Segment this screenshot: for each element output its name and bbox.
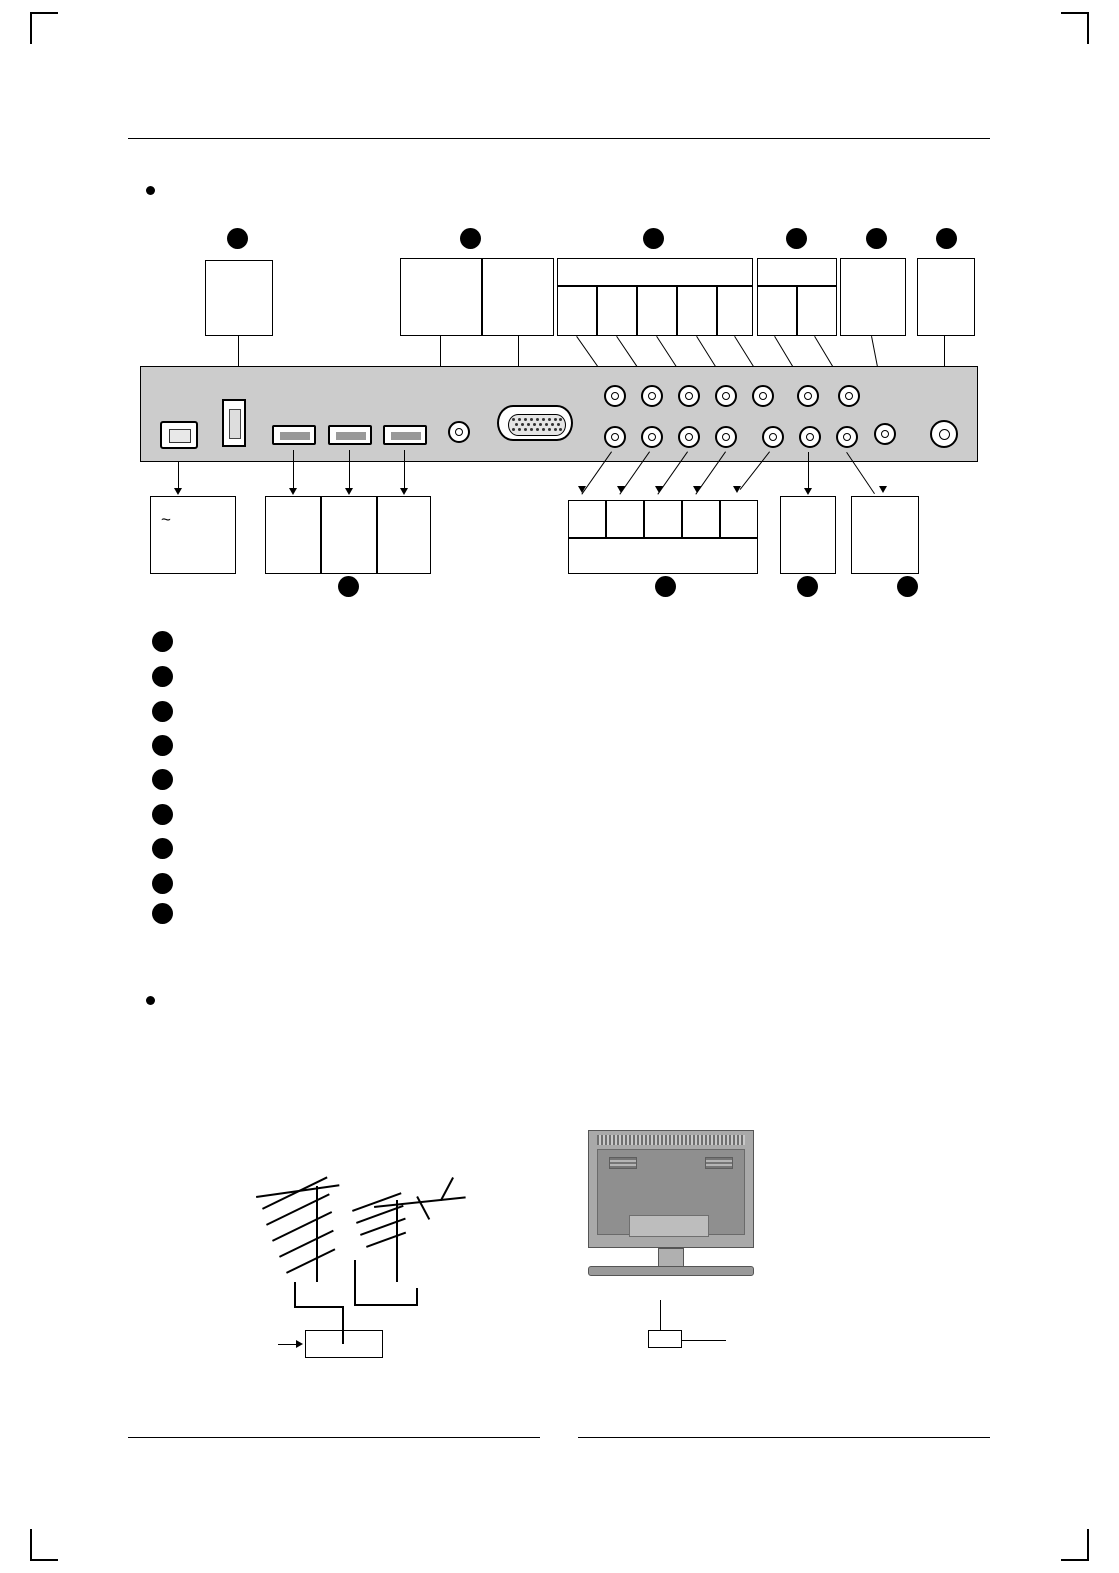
callout-marker-8 — [655, 576, 676, 597]
callout-marker-10 — [897, 576, 918, 597]
antenna-mast-right — [396, 1200, 398, 1282]
antenna-arrow — [296, 1340, 303, 1348]
legend-marker-6 — [152, 804, 173, 825]
callout-marker-3 — [643, 228, 664, 249]
antenna-cable-left-v — [294, 1282, 296, 1308]
legend-text-column — [186, 630, 976, 930]
callout-marker-7 — [338, 576, 359, 597]
leader-arrow-ac — [174, 488, 182, 495]
crop-mark-top-right — [1061, 12, 1089, 44]
callout-marker-6 — [936, 228, 957, 249]
callout-box-headphone — [840, 258, 906, 336]
header-rule — [128, 138, 990, 139]
leader-ac — [178, 462, 179, 488]
callout-box-antenna — [917, 258, 975, 336]
vga-pins — [512, 418, 562, 432]
callout-box-audio-in — [400, 258, 482, 336]
tv-body — [588, 1130, 754, 1248]
leader-arrow-hdmi-2 — [345, 488, 353, 495]
rca-jack-top-2[interactable] — [641, 385, 663, 407]
legend-marker-1 — [152, 631, 173, 652]
antenna-element — [286, 1248, 335, 1273]
callout-marker-1 — [227, 228, 248, 249]
leader-arrow-rca-b5 — [733, 486, 741, 493]
callout-box-spdif — [780, 496, 836, 574]
callout-box-component-4 — [677, 286, 717, 336]
antenna-cable-left-h — [296, 1306, 344, 1308]
pc-audio-in-jack[interactable] — [448, 421, 470, 443]
leader-arrow-hdmi-3 — [400, 488, 408, 495]
tv-callout-line-v — [660, 1300, 661, 1332]
antenna-cable-right-down — [416, 1288, 418, 1306]
footer-rule-left — [128, 1437, 540, 1438]
legend-marker-4 — [152, 735, 173, 756]
callout-box-vga — [482, 258, 554, 336]
leader-arrow-rca-b3 — [655, 486, 663, 493]
rca-jack-bottom-3[interactable] — [678, 426, 700, 448]
callout-box-av-group — [757, 258, 837, 286]
leader-arrow-rca-b1 — [578, 486, 586, 493]
rca-jack-top-3[interactable] — [678, 385, 700, 407]
leader-arrow-hdmi-1 — [289, 488, 297, 495]
callout-box-av-1 — [757, 286, 797, 336]
callout-marker-9 — [797, 576, 818, 597]
rca-jack-bottom-6[interactable] — [799, 426, 821, 448]
callout-box-service — [851, 496, 919, 574]
headphone-jack[interactable] — [874, 423, 896, 445]
callout-box-component-1 — [557, 286, 597, 336]
rca-jack-bottom-5[interactable] — [762, 426, 784, 448]
tv-connector-bay — [629, 1215, 709, 1237]
callout-box-usb — [205, 260, 273, 336]
hdmi-port-2[interactable] — [328, 425, 372, 445]
rca-jack-top-7[interactable] — [838, 385, 860, 407]
callout-box-ac-power — [150, 496, 236, 574]
leader-spdif — [808, 452, 809, 488]
callout-marker-5 — [866, 228, 887, 249]
rca-jack-top-4[interactable] — [715, 385, 737, 407]
callout-box-av-in-5 — [720, 500, 758, 538]
ac-symbol: ~ — [161, 510, 171, 529]
usb-port[interactable] — [222, 399, 246, 447]
antenna-cable-left-down — [342, 1306, 344, 1332]
rca-jack-bottom-1[interactable] — [604, 426, 626, 448]
crop-mark-bottom-left — [30, 1529, 58, 1561]
callout-box-component-3 — [637, 286, 677, 336]
tv-speaker-right — [705, 1157, 733, 1169]
antenna-combiner-tap — [342, 1330, 344, 1344]
callout-box-av-in-1 — [568, 500, 606, 538]
callout-box-av-in-4 — [682, 500, 720, 538]
antenna-arrow-line — [278, 1344, 298, 1345]
rca-jack-top-6[interactable] — [797, 385, 819, 407]
crop-mark-bottom-right — [1061, 1529, 1089, 1561]
legend-marker-2 — [152, 666, 173, 687]
rca-jack-bottom-4[interactable] — [715, 426, 737, 448]
callout-box-component-2 — [597, 286, 637, 336]
antenna-element — [266, 1193, 330, 1225]
antenna-cable-right-h — [356, 1304, 418, 1306]
legend-marker-8 — [152, 873, 173, 894]
callout-box-hdmi-3 — [377, 496, 431, 574]
legend-marker-3 — [152, 701, 173, 722]
legend-marker-9 — [152, 903, 173, 924]
vga-connector[interactable] — [497, 405, 573, 441]
hdmi-port-1[interactable] — [272, 425, 316, 445]
tv-callout-line-h — [682, 1340, 726, 1341]
antenna-combiner-box — [305, 1330, 383, 1358]
rca-jack-top-1[interactable] — [604, 385, 626, 407]
leader-hdmi-1 — [293, 450, 294, 488]
footer-rule-right — [578, 1437, 990, 1438]
legend-marker-5 — [152, 769, 173, 790]
leader-arrow-rca-b2 — [617, 486, 625, 493]
callout-marker-4 — [786, 228, 807, 249]
callout-box-component-group — [557, 258, 753, 286]
section-bullet-2 — [146, 996, 155, 1005]
tv-speaker-left — [609, 1157, 637, 1169]
leader-arrow-service — [879, 486, 887, 493]
rca-jack-bottom-7[interactable] — [836, 426, 858, 448]
callout-box-av-2 — [797, 286, 837, 336]
antenna-element — [366, 1232, 406, 1248]
legend-marker-7 — [152, 838, 173, 859]
hdmi-port-3[interactable] — [383, 425, 427, 445]
leader-arrow-rca-b4 — [693, 486, 701, 493]
callout-box-hdmi-1 — [265, 496, 321, 574]
leader-arrow-spdif — [804, 488, 812, 495]
tv-vent — [597, 1135, 745, 1145]
callout-box-hdmi-2 — [321, 496, 377, 574]
section-bullet-1 — [146, 186, 155, 195]
antenna-cable-right-v — [354, 1260, 356, 1306]
tv-callout-box — [648, 1330, 682, 1348]
leader-hdmi-2 — [349, 450, 350, 488]
rca-jack-top-5[interactable] — [752, 385, 774, 407]
callout-box-component-5 — [717, 286, 753, 336]
callout-box-av-in-2 — [606, 500, 644, 538]
ac-power-inlet[interactable] — [160, 421, 198, 449]
antenna-rf-jack[interactable] — [930, 420, 958, 448]
rca-jack-bottom-2[interactable] — [641, 426, 663, 448]
callout-box-av-in-group — [568, 538, 758, 574]
tv-stand-base — [588, 1266, 754, 1276]
callout-marker-2 — [460, 228, 481, 249]
leader-hdmi-3 — [404, 450, 405, 488]
leader-vga-a — [518, 336, 519, 370]
crop-mark-top-left — [30, 12, 58, 44]
callout-box-av-in-3 — [644, 500, 682, 538]
